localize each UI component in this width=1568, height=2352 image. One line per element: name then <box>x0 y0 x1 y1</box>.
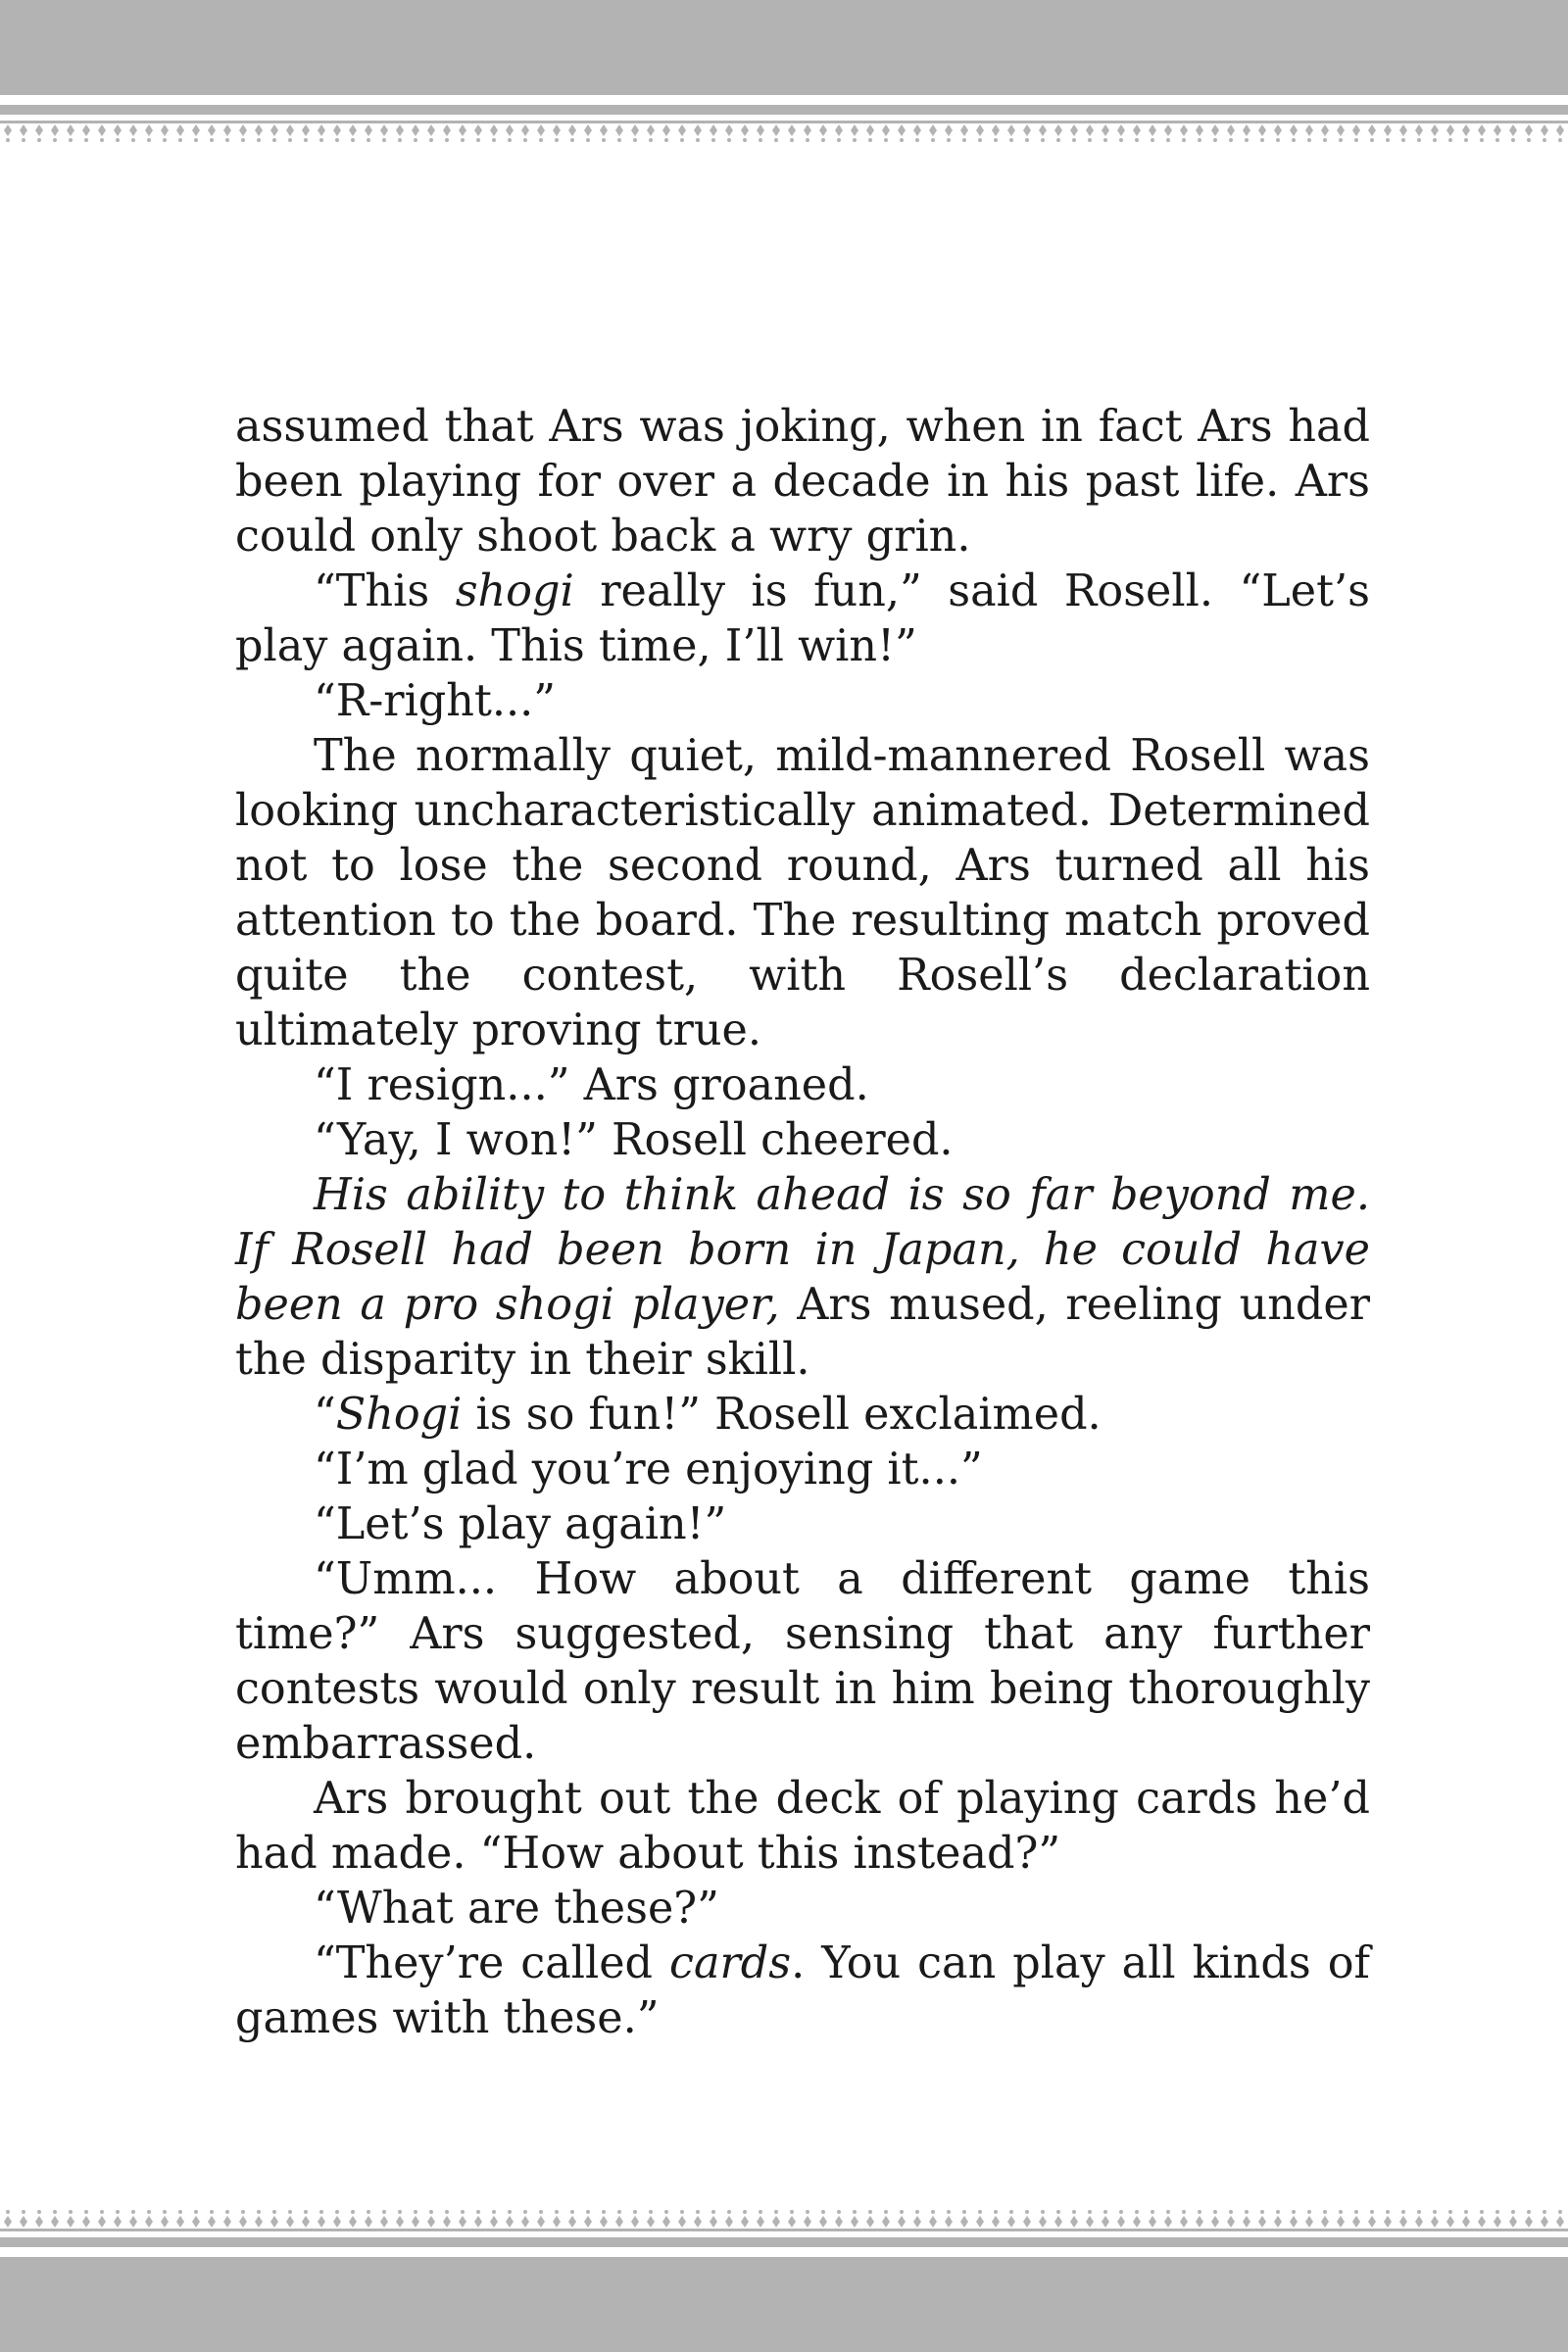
bottom-decorative-border <box>0 2200 1568 2237</box>
text-run: Ars brought out the deck of playing cards he’d had made. “How about this instead?” <box>235 1774 1370 1879</box>
paragraph <box>235 400 1370 564</box>
paragraph <box>235 1388 1370 1443</box>
text-run: “This <box>314 566 456 616</box>
paragraph <box>235 1168 1370 1388</box>
text-run: “R-right...” <box>314 676 557 726</box>
italic-text: His ability to think ahead is so far beyond me. If Rosell had been born in Japan, he could have been a pro shogi player, <box>235 1170 1370 1330</box>
bottom-rule-line <box>0 2237 1568 2247</box>
italic-text: shogi <box>455 566 574 616</box>
text-run: “I’m glad you’re enjoying it...” <box>314 1445 983 1494</box>
paragraph <box>235 1443 1370 1497</box>
bottom-footer-band <box>0 2257 1568 2352</box>
paragraph <box>235 674 1370 729</box>
paragraph <box>235 1936 1370 2046</box>
text-run: “Let’s play again!” <box>314 1499 727 1549</box>
text-run: “ <box>314 1390 336 1440</box>
paragraph <box>235 1772 1370 1882</box>
paragraph <box>235 729 1370 1058</box>
text-run: assumed that Ars was joking, when in fact Ars had been playing for over a decade in his past life. Ars could only shoot back a wry grin. <box>235 402 1370 562</box>
text-run: “Umm... How about a different game this time?” Ars suggested, sensing that any further contests would only result in him being thoroughly embarrassed. <box>235 1554 1370 1769</box>
paragraph <box>235 1552 1370 1772</box>
text-run: Ars mused, reeling under the disparity in their skill. <box>235 1280 1370 1385</box>
text-run: . You can play all kinds of games with these.” <box>235 1938 1370 2043</box>
top-decorative-border <box>0 115 1568 152</box>
paragraph <box>235 564 1370 674</box>
italic-text: Shogi <box>335 1390 463 1440</box>
paragraph <box>235 1497 1370 1552</box>
paragraph <box>235 1882 1370 1936</box>
text-run: The normally quiet, mild-mannered Rosell was looking uncharacteristically animated. Determined not to lose the second round, Ars turned all his attention to the board. The resulting match proved quite the contest, with Rosell’s declaration ultimately proving true. <box>235 731 1370 1055</box>
text-run: “I resign...” Ars groaned. <box>314 1060 869 1110</box>
text-run: “What are these?” <box>314 1884 719 1934</box>
text-run: “Yay, I won!” Rosell cheered. <box>314 1115 954 1165</box>
text-run: really is fun,” said Rosell. “Let’s play again. This time, I’ll win!” <box>235 566 1370 671</box>
paragraph <box>235 1113 1370 1168</box>
top-header-band <box>0 0 1568 95</box>
top-rule-line <box>0 105 1568 115</box>
text-run: “They’re called <box>314 1938 670 1988</box>
italic-text: cards <box>669 1938 792 1988</box>
paragraph <box>235 1058 1370 1113</box>
text-run: is so fun!” Rosell exclaimed. <box>462 1390 1102 1440</box>
book-page-body <box>235 400 1370 2046</box>
